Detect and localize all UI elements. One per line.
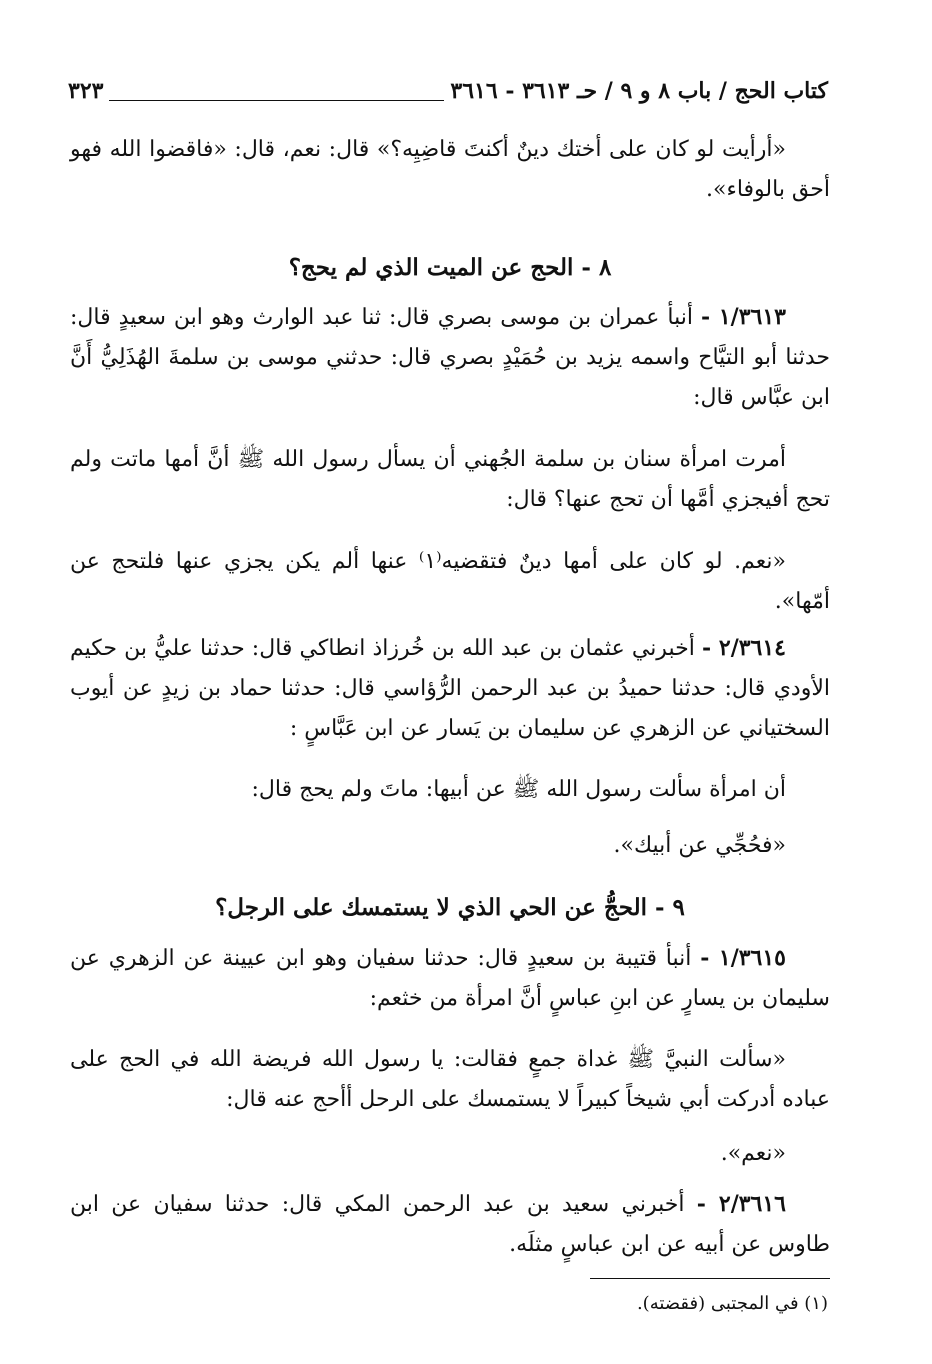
page-number: ٣٢٣ <box>68 78 109 104</box>
hadith-3615-matn: «سألت النبيَّ ﷺ غداة جمعٍ فقالت: يا رسول الله فريضة الله في الحج على عباده أدركت أبي شيخاً كبيراً لا يستمسك على الرحل أأحج عنه قال: <box>70 1047 830 1112</box>
hadith-number: ٢/٣٦١٦ - <box>696 1191 786 1217</box>
running-header <box>68 78 828 114</box>
hadith-number: ١/٣٦١٥ - <box>700 945 786 971</box>
hadith-3613-answer: «نعم. لو كان على أمها دينٌ فتقضيه⁽١⁾ عنها ألم يكن يجزي عنها فلتحج عن أمّها». <box>70 549 830 614</box>
hadith-3615-isnad <box>70 938 830 1019</box>
isnad-text: أخبرني سعيد بن عبد الرحمن المكي قال: حدثنا سفيان عن ابن طاوس عن أبيه عن ابن عباسٍ مثلَه. <box>70 1192 830 1257</box>
hadith-3614-answer: «فحُجِّي عن أبيك». <box>613 833 786 858</box>
section-heading-9: ٩ - الحجُّ عن الحي الذي لا يستمسك على الرجل؟ <box>215 894 685 921</box>
header-title: كتاب الحج / باب ٨ و ٩ / حـ ٣٦١٣ - ٣٦١٦ <box>444 78 828 104</box>
isnad-text: أنبأ عمران بن موسى بصري قال: ثنا عبد الوارث وهو ابن سعيدٍ قال: حدثنا أبو التيَّاح واسمه يزيد بن حُمَيْدٍ بصري قال: حدثني موسى بن سلمةَ الهُذَلِيُّ أَنَّ ابن عبَّاس قال: <box>70 305 830 410</box>
hadith-3614-isnad <box>70 628 830 749</box>
paragraph-continuation: «أرأيت لو كان على أختك دينٌ أكنتَ قاضِيِه؟» قال: نعم، قال: «فاقضوا الله فهو أحق بالوفاء». <box>70 137 830 202</box>
isnad-text: أنبأ قتيبة بن سعيدٍ قال: حدثنا سفيان وهو ابن عيينة عن الزهري عن سليمان بن يسارٍ عن ابنِ عباسٍ أنَّ امرأة من خثعم: <box>70 946 830 1011</box>
hadith-3615-answer: «نعم». <box>720 1141 786 1166</box>
hadith-3614-matn: أن امرأة سألت رسول الله ﷺ عن أبيها: ماتَ ولم يحج قال: <box>251 777 786 802</box>
footnote-rule <box>590 1278 830 1279</box>
hadith-3613-matn: أمرت امرأة سنان بن سلمة الجُهني أن يسأل رسول الله ﷺ أنَّ أمها ماتت ولم تحج أفيجزي أمَّها أن تحج عنها؟ قال: <box>70 447 830 512</box>
section-heading-8: ٨ - الحج عن الميت الذي لم يحج؟ <box>288 254 612 281</box>
hadith-3613-isnad <box>70 297 830 418</box>
footnote: (١) في المجتبى (فقضته). <box>636 1293 828 1314</box>
isnad-text: أخبرني عثمان بن عبد الله بن خُرزاذ انطاكي قال: حدثنا عليُّ بن حكيم الأودي قال: حدثنا حميدُ بن عبد الرحمن الرُّؤاسي قال: حدثنا حماد بن زيدٍ عن أيوب السختياني عن الزهري عن سليمان بن يَسار عن ابن عَبَّاسٍ : <box>70 636 830 741</box>
hadith-number: ٢/٣٦١٤ - <box>701 635 786 661</box>
hadith-3616-isnad <box>70 1184 830 1265</box>
hadith-number: ١/٣٦١٣ - <box>701 304 786 330</box>
